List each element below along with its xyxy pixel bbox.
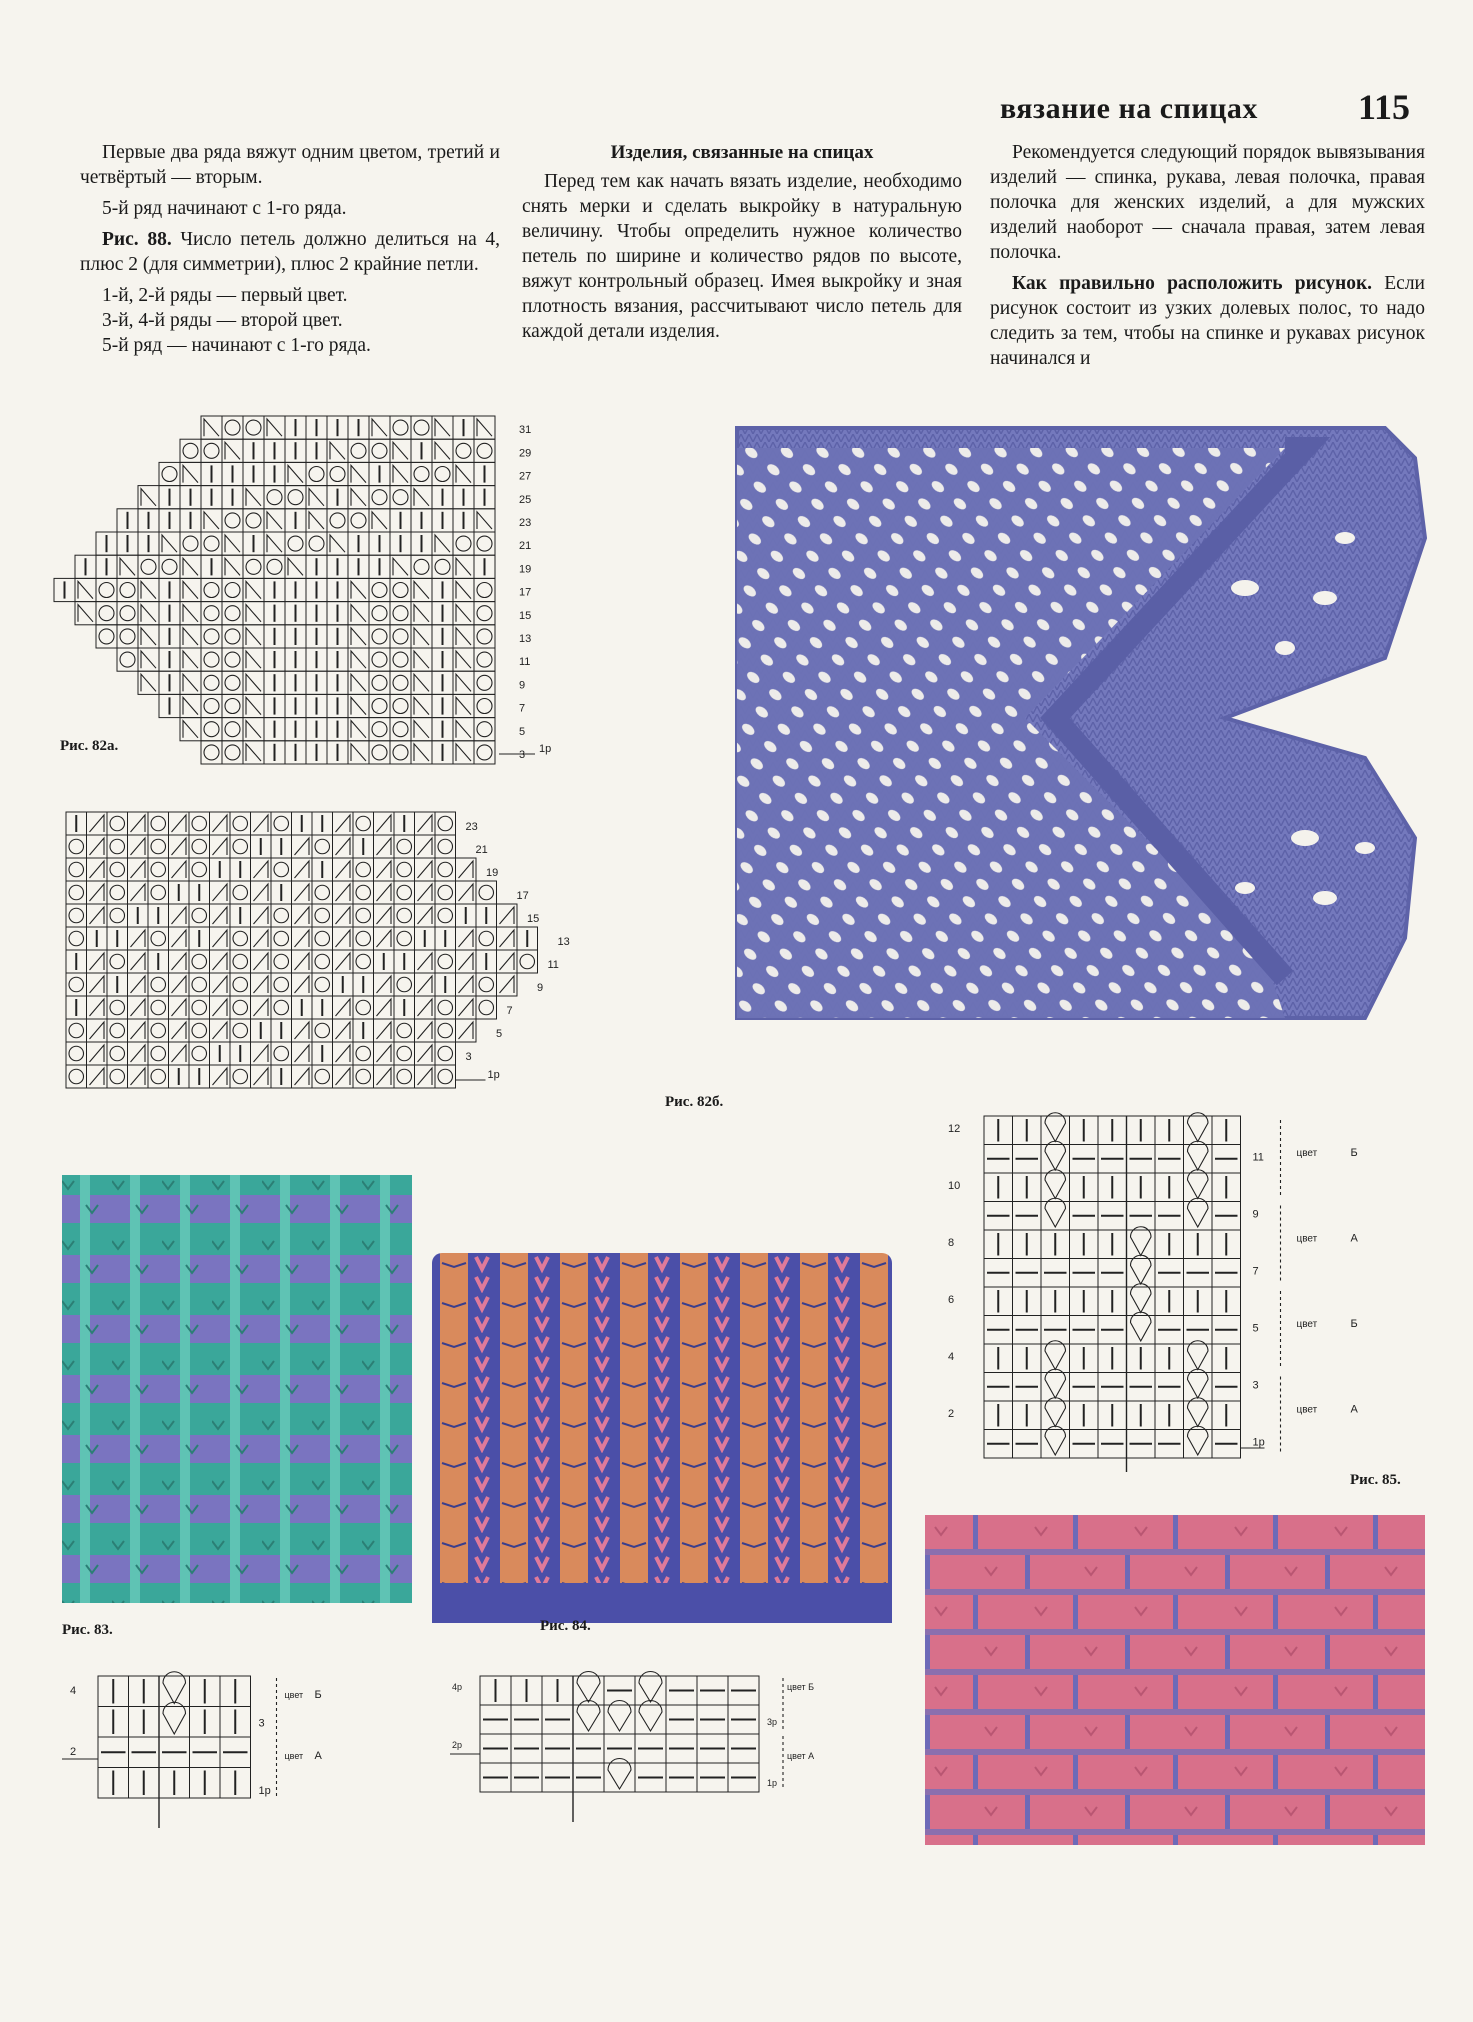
- figure-caption-82b: Рис. 82б.: [665, 1094, 724, 1110]
- row-number: 17: [519, 586, 532, 599]
- section-title: вязание на спицах: [1000, 92, 1258, 125]
- color-code: А: [314, 1750, 322, 1762]
- color-code: Б: [1350, 1318, 1358, 1330]
- row-number: 11: [547, 959, 559, 971]
- subsection-title: Изделия, связанные на спицах: [610, 142, 874, 163]
- row-number: 9: [1252, 1208, 1259, 1221]
- paragraph: 5-й ряд начинают с 1-го ряда.: [102, 198, 347, 219]
- figure-reference: Рис. 88.: [102, 229, 172, 250]
- row-number: 23: [519, 517, 532, 529]
- row-number: 3: [465, 1051, 472, 1063]
- row-number: 25: [519, 493, 532, 506]
- paragraph: 1-й, 2-й ряды — первый цвет.: [102, 285, 348, 306]
- paragraph-text: Если рисунок состоит из узких долевых полос, то надо следить за тем, чтобы на спинке и рукавах рисунок начинался и: [990, 273, 1425, 369]
- row-number: 5: [519, 725, 526, 738]
- color-label: цвет Б: [787, 1682, 815, 1692]
- color-label: цвет: [1296, 1148, 1318, 1159]
- photo-sample-85: [925, 1515, 1425, 1845]
- paragraph: [80, 227, 500, 277]
- row-number: 6: [948, 1294, 955, 1306]
- color-code: Б: [1350, 1147, 1358, 1159]
- row-number: 19: [486, 867, 499, 879]
- text-column-1: [80, 140, 500, 364]
- row-number: 21: [519, 540, 532, 553]
- row-number: 3: [258, 1717, 265, 1730]
- row-number: 5: [496, 1028, 503, 1040]
- row-number: 7: [1252, 1265, 1259, 1278]
- text-column-2: [522, 140, 962, 350]
- paragraph: Рекомендуется следующий порядок вывязывания изделий — спинка, рукава, левая полочка, правая полочка для женских изделий, а для мужских изделий наоборот — сначала правая, затем левая полочка.: [990, 142, 1425, 263]
- paragraph: Перед тем как начать вязать изделие, необходимо снять мерки и сделать выкройку в натуральную величину. Чтобы определить нужное количество петель по ширине и количество рядов по высоте, вяжут контрольный образец. Имея выкройку и зная плотность вязания, рассчитывают число петель для каждой детали изделия.: [522, 171, 962, 342]
- row-number: 23: [465, 821, 478, 833]
- figure-caption-85: Рис. 85.: [1350, 1472, 1401, 1488]
- chart-85: [940, 1110, 1430, 1470]
- row-number: 17: [516, 890, 529, 902]
- figure-caption-84: Рис. 84.: [540, 1618, 591, 1634]
- row-number: 29: [519, 447, 532, 460]
- chart-82a: [55, 408, 665, 761]
- paragraph: 5-й ряд — начинают с 1-го ряда.: [102, 335, 371, 356]
- row-number: 8: [948, 1237, 955, 1249]
- row-number: 7: [506, 1005, 513, 1017]
- row-number: 1р: [1252, 1436, 1265, 1449]
- row-number: 2: [70, 1746, 77, 1758]
- row-number: 4: [70, 1685, 77, 1697]
- row-number: 31: [519, 424, 532, 437]
- text-column-3: [990, 140, 1425, 377]
- row-number: 11: [519, 656, 531, 669]
- row-number: 2р: [452, 1740, 463, 1750]
- row-number: 11: [1252, 1151, 1264, 1164]
- row-number: 15: [519, 609, 532, 622]
- color-label: цвет: [284, 1690, 304, 1700]
- color-label: цвет: [1296, 1233, 1318, 1245]
- paragraph: [990, 271, 1425, 371]
- row-number: 3р: [767, 1717, 778, 1727]
- row-number: 1р: [258, 1785, 271, 1797]
- photo-sample-84: [432, 1253, 892, 1623]
- photo-lace-edging: [725, 418, 1430, 1050]
- row-number: 2: [948, 1408, 955, 1420]
- color-label: цвет: [1296, 1319, 1318, 1330]
- row-number: 1р: [767, 1778, 778, 1788]
- row-number: 4р: [452, 1682, 463, 1692]
- subsection-title: Как правильно расположить рисунок.: [1012, 273, 1373, 294]
- page-number: 115: [1358, 87, 1411, 127]
- photo-sample-83: [62, 1175, 412, 1603]
- paragraph: Первые два ряда вяжут одним цветом, третий и четвёртый — вторым.: [80, 142, 500, 188]
- row-number: 19: [519, 563, 532, 576]
- chart-83-pattern: [62, 1670, 382, 1860]
- row-number: 15: [527, 913, 540, 925]
- color-code: Б: [314, 1689, 322, 1701]
- row-number: 9: [519, 679, 526, 692]
- chart-82b: [60, 806, 700, 1081]
- color-label: цвет А: [787, 1751, 815, 1761]
- start-row-label: 1р: [487, 1069, 500, 1081]
- color-code: А: [1350, 1403, 1358, 1416]
- row-number: 27: [519, 470, 532, 483]
- row-number: 5: [1252, 1322, 1259, 1335]
- row-number: 3: [1252, 1379, 1259, 1392]
- row-number: 10: [948, 1180, 961, 1192]
- chart-84-pattern: [450, 1670, 890, 1850]
- figure-caption-82a: Рис. 82а.: [60, 738, 119, 754]
- color-code: А: [1350, 1232, 1358, 1245]
- figure-caption-83: Рис. 83.: [62, 1622, 113, 1638]
- start-row-label: 1р: [539, 743, 552, 755]
- row-number: 3: [519, 749, 526, 761]
- row-number: 9: [537, 982, 544, 994]
- paragraph: 3-й, 4-й ряды — второй цвет.: [102, 310, 343, 331]
- row-number: 13: [557, 936, 570, 948]
- color-label: цвет: [284, 1751, 304, 1761]
- row-number: 4: [948, 1351, 955, 1363]
- row-number: 21: [475, 844, 488, 856]
- paragraph-text: Число петель должно делиться на 4, плюс 2 (для симметрии), плюс 2 крайние петли.: [80, 229, 500, 275]
- color-label: цвет: [1296, 1404, 1318, 1416]
- row-number: 12: [948, 1123, 961, 1135]
- row-number: 13: [519, 633, 532, 645]
- row-number: 7: [519, 702, 526, 715]
